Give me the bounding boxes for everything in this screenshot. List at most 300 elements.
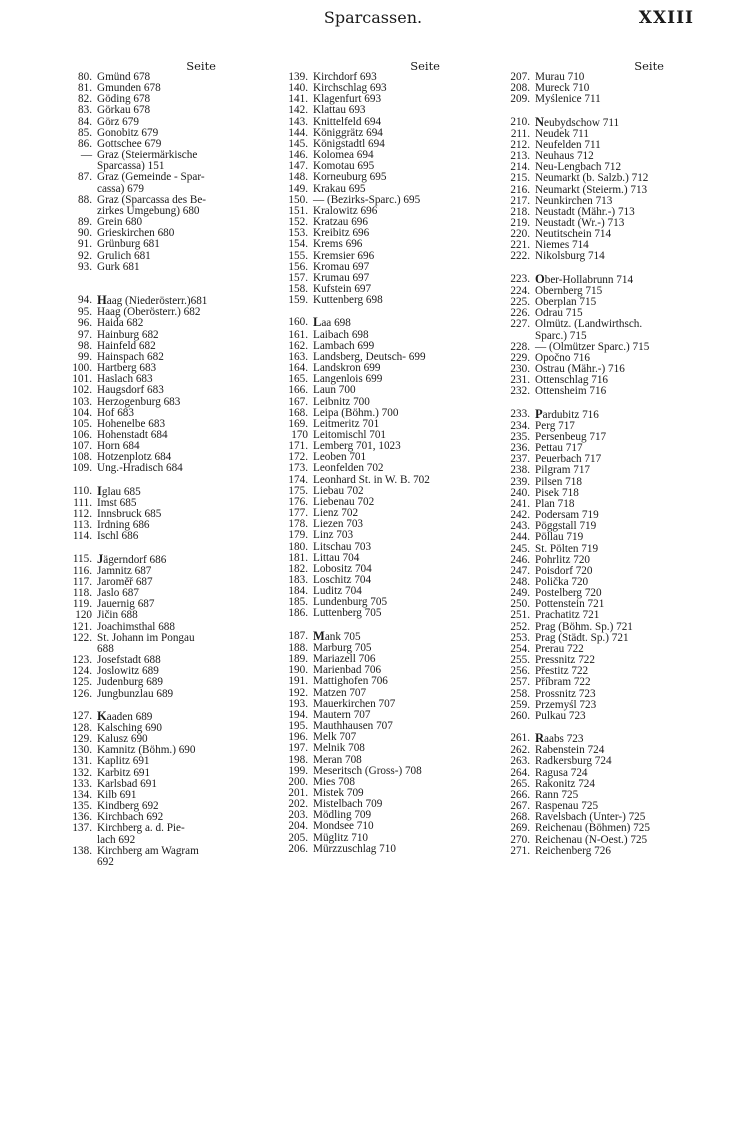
entry-line: Ischl 686: [97, 530, 139, 543]
entry-number: 81.: [78, 82, 92, 95]
entry-number: 204.: [288, 820, 308, 833]
entry-line: St. Pölten 719: [535, 542, 599, 555]
entry-line: zirkes Umgebung) 680: [97, 204, 200, 217]
entry-number: 152.: [288, 216, 308, 229]
section-initial: M: [313, 628, 325, 643]
entry-number: 237.: [510, 453, 530, 466]
entry-number: 269.: [510, 822, 530, 835]
entry-line: Horn 684: [97, 440, 140, 453]
entry-text: [530, 386, 606, 397]
entry-line: Ragusa 724: [535, 766, 588, 779]
entry-number: 185.: [288, 596, 308, 609]
entry-number: 84.: [78, 115, 92, 128]
entry-number: 180.: [288, 540, 308, 553]
entry-line: Herzogenburg 683: [97, 395, 181, 408]
entry-line: Meran 708: [313, 753, 362, 766]
entry-number: 116.: [72, 564, 92, 577]
entry-line: Ottensheim 716: [535, 385, 607, 398]
entry-line: Klagenfurt 693: [313, 93, 382, 106]
entry-line: Gmünd 678: [97, 71, 151, 83]
entry-line: Rakonitz 724: [535, 777, 595, 790]
entry-line: Perg 717: [535, 419, 575, 432]
index-entry: [274, 105, 492, 116]
entry-number: 141.: [288, 93, 308, 106]
entry-line: aa 698: [321, 317, 351, 330]
entry-number: 153.: [288, 227, 308, 240]
entry-line: Sparc.) 715: [535, 329, 587, 342]
entry-number: 239.: [510, 475, 530, 488]
index-entry: [58, 823, 268, 834]
entry-number: 250.: [510, 598, 530, 611]
entry-line: Kremsier 696: [313, 249, 375, 262]
entry-text: [92, 463, 183, 474]
entry-number: 192.: [288, 686, 308, 699]
entry-line: Jaslo 687: [97, 587, 139, 600]
entry-line: Leitmeritz 701: [313, 417, 380, 430]
entry-number: 201.: [288, 786, 308, 799]
entry-number: 158.: [288, 282, 308, 295]
entry-line: Haag (Oberösterr.) 682: [97, 306, 201, 319]
entry-line: Ung.-Hradisch 684: [97, 462, 183, 475]
entry-number: 120: [75, 609, 92, 622]
entry-line: Gurk 681: [97, 260, 140, 273]
entry-line: Laun 700: [313, 384, 356, 397]
entry-number: 184.: [288, 585, 308, 598]
entry-number: 124.: [72, 665, 92, 678]
entry-text: [92, 531, 138, 542]
entry-number: 215.: [510, 172, 530, 185]
entry-line: Neuhaus 712: [535, 150, 594, 163]
entry-line: ank 705: [324, 630, 361, 643]
entry-number: 205.: [288, 831, 308, 844]
entry-number: 168.: [288, 406, 308, 419]
entry-number: 271.: [510, 844, 530, 857]
index-column-1: [58, 60, 268, 868]
entry-line: Gottschee 679: [97, 137, 162, 150]
index-entry: [274, 676, 492, 687]
index-entry: [496, 94, 722, 105]
entry-line: Komotau 695: [313, 160, 375, 173]
entry-number: 208.: [510, 82, 530, 95]
entry-text: [92, 262, 140, 273]
entry-line: Hainspach 682: [97, 350, 164, 363]
index-entry: [496, 251, 722, 262]
entry-number: 154.: [288, 238, 308, 251]
entry-line: Melnik 708: [313, 742, 365, 755]
entry-line: — (Olmützer Sparc.) 715: [535, 340, 650, 353]
entry-line: Pilgram 717: [535, 464, 591, 477]
entry-line: Pilsen 718: [535, 475, 582, 488]
entry-number: 260.: [510, 709, 530, 722]
column-heading: Seite: [634, 59, 664, 73]
entry-line: Kuttenberg 698: [313, 294, 383, 307]
entry-line: Leonhard St. in W. B. 702: [313, 473, 430, 486]
entry-line: Neustadt (Mähr.-) 713: [535, 205, 635, 218]
entry-line: Müglitz 710: [313, 831, 369, 844]
entry-number: 123.: [72, 654, 92, 667]
section-initial: R: [535, 731, 545, 746]
entry-number: 83.: [78, 104, 92, 117]
entry-number: 247.: [510, 564, 530, 577]
entry-number: 118.: [72, 587, 92, 600]
index-entry: [496, 677, 722, 688]
entry-text: [530, 846, 611, 857]
index-entry: [274, 295, 492, 306]
entry-line: Pöggstall 719: [535, 520, 597, 533]
entry-line: lach 692: [97, 833, 136, 846]
entry-line: Landskron 699: [313, 362, 381, 375]
entry-line: Klattau 693: [313, 104, 366, 117]
index-entry: [58, 756, 268, 767]
entry-line: Kalusz 690: [97, 733, 148, 746]
entry-line: Jungbunzlau 689: [97, 687, 174, 700]
entry-number: 110.: [72, 484, 92, 497]
entry-line: Krumau 697: [313, 271, 370, 284]
entry-number: 114.: [72, 530, 92, 543]
entry-line: Grulich 681: [97, 249, 151, 262]
entry-number: 249.: [510, 587, 530, 600]
entry-number: 163.: [288, 350, 308, 363]
entry-number: 97.: [78, 328, 92, 341]
entry-line: ägerndorf 686: [103, 553, 167, 566]
entry-number: 199.: [288, 764, 308, 777]
index-entry: [496, 846, 722, 857]
entry-number: 189.: [288, 653, 308, 666]
entry-number: 257.: [510, 676, 530, 689]
entry-number: 183.: [288, 574, 308, 587]
entry-line: Pressnitz 722: [535, 654, 595, 667]
entry-line: Gonobitz 679: [97, 126, 159, 139]
entry-line: St. Johann im Pongau: [97, 631, 195, 644]
entry-number: 139.: [288, 71, 308, 83]
entry-number: 137.: [72, 822, 92, 835]
entry-number: 181.: [288, 551, 308, 564]
entry-line: Prag (Böhm. Sp.) 721: [535, 620, 633, 633]
index-entry: [58, 105, 268, 116]
entry-number: 254.: [510, 642, 530, 655]
entry-number: 200.: [288, 775, 308, 788]
entry-line: Olmütz. (Landwirthsch.: [535, 318, 643, 331]
entry-line: Murau 710: [535, 71, 585, 83]
entry-line: Liezen 703: [313, 518, 364, 531]
entry-line: Leonfelden 702: [313, 462, 384, 475]
entry-number: 159.: [288, 294, 308, 307]
entry-number: 252.: [510, 620, 530, 633]
entry-line: Melk 707: [313, 731, 357, 744]
entry-line: Neunkirchen 713: [535, 194, 613, 207]
entry-line: Haslach 683: [97, 373, 153, 386]
entry-line: aaden 689: [106, 710, 153, 723]
entry-line: Kamnitz (Böhm.) 690: [97, 744, 196, 757]
index-entry: [58, 251, 268, 262]
entry-line: ardubitz 716: [542, 408, 599, 421]
entry-line: Rann 725: [535, 788, 579, 801]
entry-line: Grieskirchen 680: [97, 227, 175, 240]
entry-number: 162.: [288, 339, 308, 352]
entry-number: 131.: [72, 755, 92, 768]
entry-number: 172.: [288, 451, 308, 464]
section-gap: [58, 273, 268, 284]
entry-number: 182.: [288, 562, 308, 575]
entry-line: — (Bezirks-Sparc.) 695: [313, 193, 421, 206]
entry-number: 96.: [78, 317, 92, 330]
entry-number: 176.: [288, 495, 308, 508]
entry-line: Mauerkirchen 707: [313, 697, 396, 710]
entry-number: 188.: [288, 641, 308, 654]
entry-number: 117.: [72, 575, 92, 588]
entry-line: Pettau 717: [535, 442, 583, 455]
running-title: Sparcassen.: [323, 8, 423, 27]
entry-line: Hohenstadt 684: [97, 428, 168, 441]
entry-line: Mistek 709: [313, 786, 364, 799]
entry-number: 214.: [510, 161, 530, 174]
entry-number: 122.: [72, 631, 92, 644]
entry-number: 270.: [510, 833, 530, 846]
entry-line: Haida 682: [97, 317, 144, 330]
index-entry: [58, 172, 268, 183]
entry-line: Josefstadt 688: [97, 654, 161, 667]
entry-number: 156.: [288, 260, 308, 273]
entry-number: 242.: [510, 509, 530, 522]
entry-number: 107.: [72, 440, 92, 453]
entry-line: Hainfeld 682: [97, 339, 156, 352]
entry-number: 94.: [78, 294, 92, 307]
entry-text: [530, 711, 586, 722]
entry-number: 82.: [78, 93, 92, 106]
entry-number: 245.: [510, 542, 530, 555]
entry-number: 210.: [510, 115, 530, 128]
entry-number: 88.: [78, 193, 92, 206]
entry-number: 91.: [78, 238, 92, 251]
entry-number: 133.: [72, 777, 92, 790]
entry-number: 246.: [510, 553, 530, 566]
entry-number: 226.: [510, 307, 530, 320]
entry-number: 240.: [510, 486, 530, 499]
entry-number: 100.: [72, 362, 92, 375]
entry-number: [58, 857, 92, 868]
section-initial: I: [97, 483, 102, 498]
entry-number: 233.: [510, 407, 530, 420]
entry-line: Lemberg 701, 1023: [313, 440, 401, 453]
entry-line: Hainburg 682: [97, 328, 159, 341]
index-column-2: [274, 60, 492, 855]
entry-number: 177.: [288, 507, 308, 520]
entry-number: 251.: [510, 609, 530, 622]
entry-number: 149.: [288, 182, 308, 195]
entry-number: 166.: [288, 384, 308, 397]
entry-number: 224.: [510, 284, 530, 297]
entry-line: Jamnitz 687: [97, 564, 152, 577]
entry-number: 243.: [510, 520, 530, 533]
entry-number: 143.: [288, 115, 308, 128]
index-entry: [274, 251, 492, 262]
entry-line: Kufstein 697: [313, 282, 372, 295]
entry-line: Prossnitz 723: [535, 687, 596, 700]
entry-number: 223.: [510, 272, 530, 285]
entry-text: [308, 295, 383, 306]
entry-line: Neudek 711: [535, 127, 589, 140]
entry-number: 171.: [288, 440, 308, 453]
entry-number: 135.: [72, 800, 92, 813]
entry-number: 80.: [78, 71, 92, 83]
page-header: [0, 8, 746, 32]
entry-line: Neustadt (Wr.-) 713: [535, 217, 625, 230]
entry-number: 93.: [78, 260, 92, 273]
entry-number: 112.: [72, 508, 92, 521]
entry-text: [92, 857, 114, 868]
index-entry: [274, 608, 492, 619]
entry-number: 219.: [510, 217, 530, 230]
entry-number: 195.: [288, 720, 308, 733]
entry-number: 109.: [72, 462, 92, 475]
index-entry: [58, 531, 268, 542]
entry-line: Příbram 722: [535, 676, 591, 689]
index-entry: [58, 262, 268, 273]
entry-line: Mauthhausen 707: [313, 720, 393, 733]
entry-number: 164.: [288, 362, 308, 375]
entry-line: Leoben 701: [313, 451, 367, 464]
entry-number: 229.: [510, 351, 530, 364]
entry-text: [308, 608, 381, 619]
index-entry: [58, 689, 268, 700]
entry-line: Neu-Lengbach 712: [535, 161, 622, 174]
entry-line: Judenburg 689: [97, 676, 163, 689]
entry-line: Pisek 718: [535, 486, 579, 499]
entry-line: Kindberg 692: [97, 800, 159, 813]
entry-number: 222.: [510, 250, 530, 263]
entry-number: 196.: [288, 731, 308, 744]
entry-number: 89.: [78, 216, 92, 229]
entry-number: 268.: [510, 811, 530, 824]
entry-line: cassa) 679: [97, 182, 144, 195]
entry-number: 102.: [72, 384, 92, 397]
entry-number: 198.: [288, 753, 308, 766]
section-initial: L: [313, 315, 322, 330]
entry-number: 232.: [510, 385, 530, 398]
entry-line: Pulkau 723: [535, 709, 586, 722]
entry-number: 155.: [288, 249, 308, 262]
entry-line: Neutitschein 714: [535, 228, 612, 241]
entry-line: Kilb 691: [97, 788, 137, 801]
entry-line: Littau 704: [313, 551, 360, 564]
entry-line: Innsbruck 685: [97, 508, 162, 521]
entry-number: 146.: [288, 149, 308, 162]
entry-line: Prerau 722: [535, 642, 584, 655]
entry-line: Persenbeug 717: [535, 430, 607, 443]
index-entry: [274, 239, 492, 250]
entry-number: 238.: [510, 464, 530, 477]
entry-number: 173.: [288, 462, 308, 475]
entry-line: Joslowitz 689: [97, 665, 159, 678]
entry-line: Podersam 719: [535, 509, 599, 522]
index-entry: [58, 397, 268, 408]
entry-number: 218.: [510, 205, 530, 218]
entry-number: 253.: [510, 631, 530, 644]
entry-line: Pöllau 719: [535, 531, 584, 544]
entry-line: Kralowitz 696: [313, 204, 378, 217]
entry-line: Raspenau 725: [535, 800, 599, 813]
entry-line: Lundenburg 705: [313, 596, 388, 609]
entry-number: 160.: [288, 316, 308, 329]
entry-number: 151.: [288, 204, 308, 217]
entry-line: Mondsee 710: [313, 820, 374, 833]
entry-line: Mariazell 706: [313, 653, 376, 666]
entry-line: Graz (Gemeinde - Spar-: [97, 171, 205, 184]
index-entry: [496, 114, 722, 129]
entry-number: —: [80, 149, 92, 162]
entry-line: Kolomea 694: [313, 149, 374, 162]
index-entry: [496, 711, 722, 722]
index-entry: [58, 551, 268, 566]
entry-number: 121.: [72, 620, 92, 633]
entry-number: 220.: [510, 228, 530, 241]
entry-line: Görkau 678: [97, 104, 151, 117]
entry-line: Kalsching 690: [97, 721, 162, 734]
entry-line: Niemes 714: [535, 239, 589, 252]
entry-line: Kaplitz 691: [97, 755, 150, 768]
entry-line: Görz 679: [97, 115, 139, 128]
entry-number: 86.: [78, 137, 92, 150]
entry-line: Imst 685: [97, 496, 137, 509]
entry-line: Rabenstein 724: [535, 744, 605, 757]
entry-line: Mürzzuschlag 710: [313, 842, 396, 855]
entry-line: Hohenelbe 683: [97, 417, 166, 430]
entry-line: Knittelfeld 694: [313, 115, 382, 128]
entry-line: 692: [97, 855, 114, 868]
entry-number: 147.: [288, 160, 308, 173]
entry-line: Litschau 703: [313, 540, 372, 553]
index-entry: [496, 756, 722, 767]
column-entries: [496, 72, 722, 857]
entry-line: Karlsbad 691: [97, 777, 157, 790]
entry-line: Liebenau 702: [313, 495, 375, 508]
entry-line: Korneuburg 695: [313, 171, 387, 184]
entry-line: Kreibitz 696: [313, 227, 370, 240]
entry-line: Krems 696: [313, 238, 363, 251]
entry-line: Ottenschlag 716: [535, 374, 609, 387]
entry-line: Graz (Sparcassa des Be-: [97, 193, 207, 206]
entry-line: Graz (Steiermärkische: [97, 149, 198, 162]
entry-line: Loschitz 704: [313, 574, 372, 587]
entry-line: Linz 703: [313, 529, 354, 542]
entry-number: 234.: [510, 419, 530, 432]
entry-number: 104.: [72, 406, 92, 419]
entry-text: [530, 251, 605, 262]
entry-line: Lambach 699: [313, 339, 375, 352]
entry-number: 174.: [288, 473, 308, 486]
entry-line: Königstadtl 694: [313, 137, 385, 150]
entry-line: Sparcassa) 151: [97, 160, 165, 173]
entry-number: 212.: [510, 138, 530, 151]
index-entry: [58, 463, 268, 474]
entry-number: 106.: [72, 428, 92, 441]
entry-line: Leibnitz 700: [313, 395, 370, 408]
entry-number: 225.: [510, 296, 530, 309]
entry-line: eubydschow 711: [544, 116, 620, 129]
entry-number: 130.: [72, 744, 92, 757]
entry-number: 203.: [288, 809, 308, 822]
entry-line: Grein 680: [97, 216, 143, 229]
index-entry: [274, 844, 492, 855]
entry-number: 98.: [78, 339, 92, 352]
section-initial: K: [97, 708, 107, 723]
entry-line: 688: [97, 642, 114, 655]
index-entry: [274, 172, 492, 183]
entry-line: Neumarkt (Steierm.) 713: [535, 183, 648, 196]
section-initial: J: [97, 551, 104, 566]
entry-number: 258.: [510, 687, 530, 700]
entry-line: Prachatitz 721: [535, 609, 600, 622]
